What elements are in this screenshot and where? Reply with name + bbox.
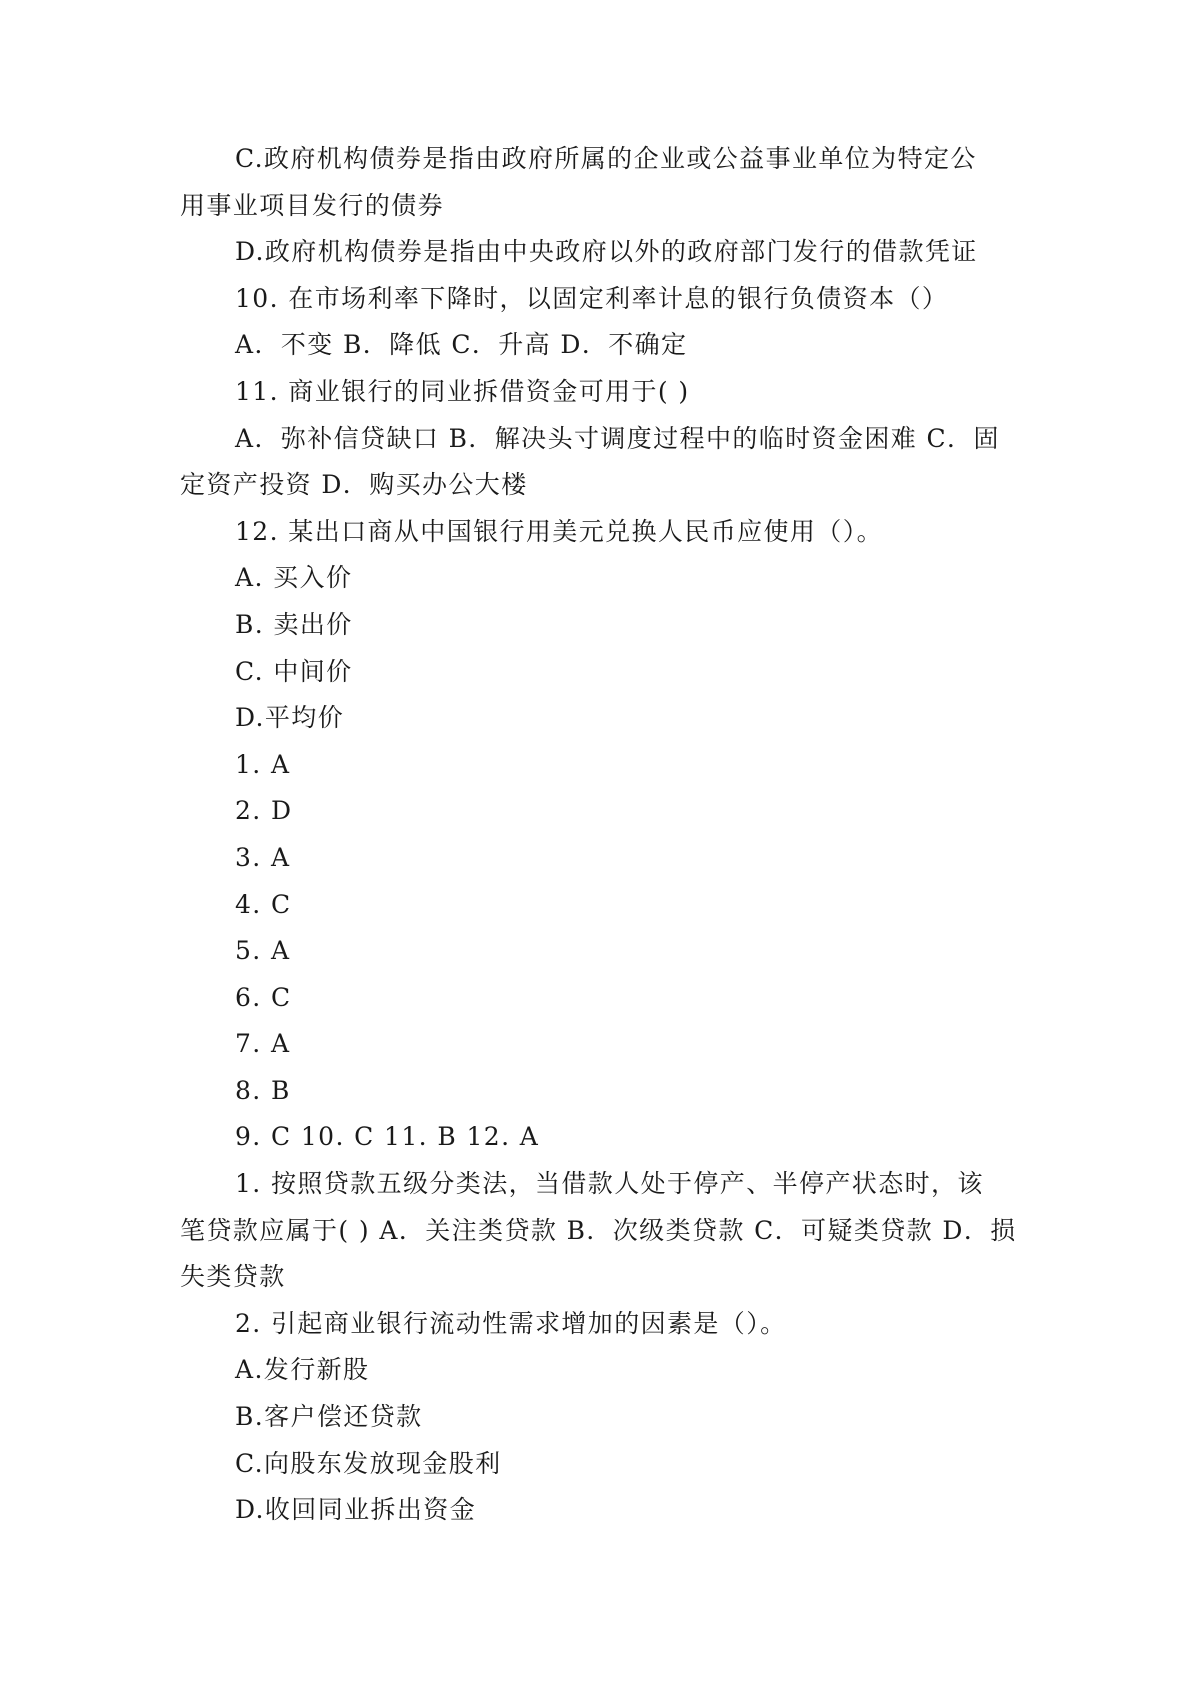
text-line: 2. D [235,796,293,826]
text-line: 4. C [235,889,292,919]
text-line: D.平均价 [235,703,345,733]
text-line: 8. B [235,1075,291,1105]
text-line: D.收回同业拆出资金 [235,1495,477,1525]
text-line: 定资产投资 D．购买办公大楼 [180,470,528,500]
text-line: 失类贷款 [180,1262,286,1292]
text-line: C.向股东发放现金股利 [235,1448,502,1478]
text-line: A．不变 B．降低 C．升高 D．不确定 [235,330,688,360]
text-line: 2. 引起商业银行流动性需求增加的因素是（）。 [235,1308,787,1338]
text-line: 1. 按照贷款五级分类法，当借款人处于停产、半停产状态时，该 [235,1169,984,1199]
text-line: 5. A [235,936,291,966]
text-line: C.政府机构债券是指由政府所属的企业或公益事业单位为特定公 [235,144,977,173]
text-line: 6. C [235,982,292,1012]
text-line: A.发行新股 [235,1355,370,1385]
text-line: 7. A [235,1029,291,1059]
text-line: 12. 某出口商从中国银行用美元兑换人民币应使用（）。 [235,516,884,546]
text-line: A. 买入价 [235,563,353,593]
text-line: 10. 在市场利率下降时，以固定利率计息的银行负债资本（） [235,283,949,313]
text-line: C. 中间价 [235,656,353,686]
text-line: 11. 商业银行的同业拆借资金可用于( ) [235,376,690,406]
text-line: 用事业项目发行的债券 [180,190,445,220]
text-line: 笔贷款应属于( ) A．关注类贷款 B．次级类贷款 C．可疑类贷款 D．损 [180,1215,1017,1245]
text-line: 3. A [235,842,291,872]
text-line: 1. A [235,749,291,779]
document-page [180,136,1016,1534]
text-line: B.客户偿还贷款 [235,1402,423,1432]
text-line: 9. C 10. C 11. B 12. A [235,1122,540,1152]
text-line: D.政府机构债券是指由中央政府以外的政府部门发行的借款凭证 [235,237,978,267]
text-line: B. 卖出价 [235,609,353,639]
text-line: A．弥补信贷缺口 B．解决头寸调度过程中的临时资金困难 C．固 [235,423,1000,453]
